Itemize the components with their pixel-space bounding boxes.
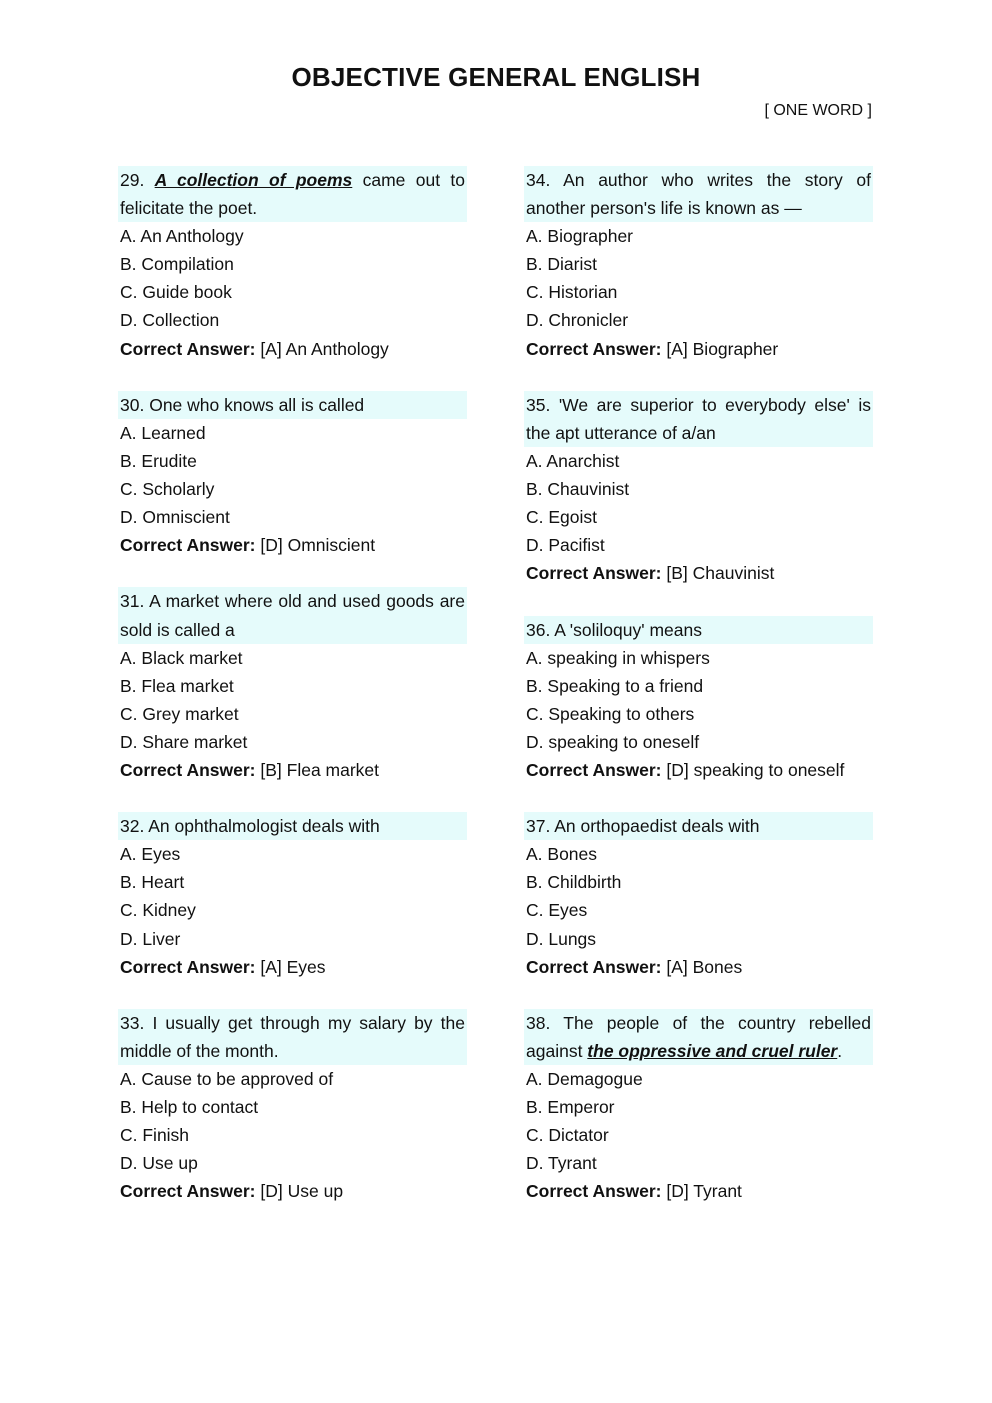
answer-option: B. Chauvinist [526,479,630,500]
answer-option: A. Biographer [526,226,634,247]
answer-option: A. Learned [120,422,206,443]
question-stem [524,1009,873,1065]
answer-option: A. Cause to be approved of [120,1069,334,1089]
question-stem [118,1009,467,1065]
correct-answer-label: Correct Answer: [526,956,662,977]
answer-option: B. Compilation [120,254,234,275]
question-stem [118,166,467,222]
question-text: I usually get through my salary by the middle of the month. [120,1012,465,1061]
question-block [524,166,873,363]
question-number: 34. [526,170,551,190]
correct-answer [524,953,873,981]
correct-answer [118,335,467,363]
answer-option: A. An Anthology [120,226,244,247]
correct-answer-value: [D] speaking to oneself [666,759,845,780]
correct-answer-label: Correct Answer: [526,1181,662,1202]
correct-answer-value: [A] Bones [666,956,743,977]
answer-option: D. speaking to oneself [526,731,700,752]
question-block [118,391,467,560]
answer-option: A. Eyes [120,844,181,865]
correct-answer-label: Correct Answer: [526,563,662,584]
correct-answer [118,1177,467,1205]
answer-option: D. Pacifist [526,535,605,556]
question-text: An orthopaedist deals with [554,816,760,837]
correct-answer-value: [A] Biographer [666,338,779,359]
answer-option: A. Demagogue [526,1069,643,1089]
answer-option: A. Anarchist [526,450,620,471]
answer-option: C. Egoist [526,507,597,528]
answer-option: A. Bones [526,844,598,865]
answer-option: B. Erudite [120,450,197,471]
answer-option: D. Tyrant [526,1153,597,1174]
question-number: 29. [120,170,145,190]
question-block [118,166,467,363]
answer-option: B. Help to contact [120,1097,259,1118]
correct-answer-label: Correct Answer: [120,759,256,780]
correct-answer [524,756,873,784]
correct-answer-label: Correct Answer: [120,338,256,359]
question-number: 30. [120,394,145,415]
answer-option: C. Finish [120,1125,190,1146]
question-number: 33. [120,1012,145,1033]
answer-option: B. Speaking to a friend [526,675,704,696]
question-text-tail: . [837,1040,843,1061]
correct-answer-label: Correct Answer: [120,1181,256,1202]
question-number: 36. [526,619,551,640]
question-number: 37. [526,816,551,837]
question-text: A 'soliloquy' means [554,619,702,640]
question-block [118,812,467,981]
correct-answer-value: [A] Eyes [260,956,326,977]
question-block [118,1009,467,1206]
answer-option: D. Collection [120,310,220,331]
question-text: An author who writes the story of another person's life is known as — [526,170,871,219]
correct-answer-label: Correct Answer: [526,338,662,359]
correct-answer [524,335,873,363]
question-text: 'We are superior to everybody else' is the apt utterance of a/an [526,394,871,443]
question-block [524,616,873,785]
question-number: 32. [120,816,145,837]
answer-option: C. Eyes [526,900,588,921]
correct-answer-value: [D] Use up [260,1181,344,1202]
answer-option: C. Scholarly [120,479,215,500]
answer-option: B. Flea market [120,675,234,696]
question-number: 31. [120,591,145,612]
question-block [524,812,873,981]
question-block [524,391,873,588]
answer-option: C. Historian [526,282,618,303]
answer-option: D. Chronicler [526,310,629,331]
question-stem [524,812,873,840]
correct-answer-value: [D] Tyrant [666,1181,742,1202]
answer-option: D. Use up [120,1153,198,1174]
question-highlight: A collection of poems [154,170,353,190]
question-stem [118,812,467,840]
page-title: OBJECTIVE GENERAL ENGLISH [291,62,701,92]
correct-answer-label: Correct Answer: [120,535,256,556]
left-column [118,166,467,1234]
answer-option: C. Grey market [120,703,239,724]
answer-option: D. Share market [120,731,248,752]
question-number: 38. [526,1012,551,1033]
question-text: The people of the country rebelled against [526,1012,871,1061]
answer-option: B. Emperor [526,1097,615,1118]
answer-option: B. Childbirth [526,872,622,893]
question-stem [524,616,873,644]
answer-option: A. Black market [120,647,243,668]
right-column [524,166,873,1234]
correct-answer-value: [B] Flea market [260,759,380,780]
question-block [524,1009,873,1206]
question-text: A market where old and used goods are sold is called a [120,591,465,640]
correct-answer-label: Correct Answer: [120,956,256,977]
correct-answer [524,1177,873,1205]
correct-answer [118,953,467,981]
question-stem [524,391,873,447]
question-highlight: the oppressive and cruel ruler [587,1040,838,1061]
correct-answer [118,531,467,559]
page-subtitle: [ ONE WORD ] [764,102,872,119]
correct-answer [524,559,873,587]
question-stem [118,391,467,419]
correct-answer [118,756,467,784]
question-stem [524,166,873,222]
answer-option: C. Guide book [120,282,232,303]
answer-option: D. Omniscient [120,507,230,528]
question-text: One who knows all is called [149,394,365,415]
question-text: An ophthalmologist deals with [148,816,380,837]
correct-answer-label: Correct Answer: [526,759,662,780]
answer-option: B. Heart [120,872,185,893]
question-stem [118,587,467,643]
question-text-tail: came out to felicitate the poet. [120,170,465,219]
question-number: 35. [526,394,551,415]
answer-option: C. Dictator [526,1125,609,1146]
correct-answer-value: [D] Omniscient [260,535,376,556]
answer-option: D. Liver [120,928,181,949]
answer-option: D. Lungs [526,928,597,949]
correct-answer-value: [B] Chauvinist [666,563,775,584]
question-block [118,587,467,784]
answer-option: C. Kidney [120,900,196,921]
correct-answer-value: [A] An Anthology [260,338,389,359]
answer-option: B. Diarist [526,254,597,275]
answer-option: A. speaking in whispers [526,647,710,668]
answer-option: C. Speaking to others [526,703,695,724]
